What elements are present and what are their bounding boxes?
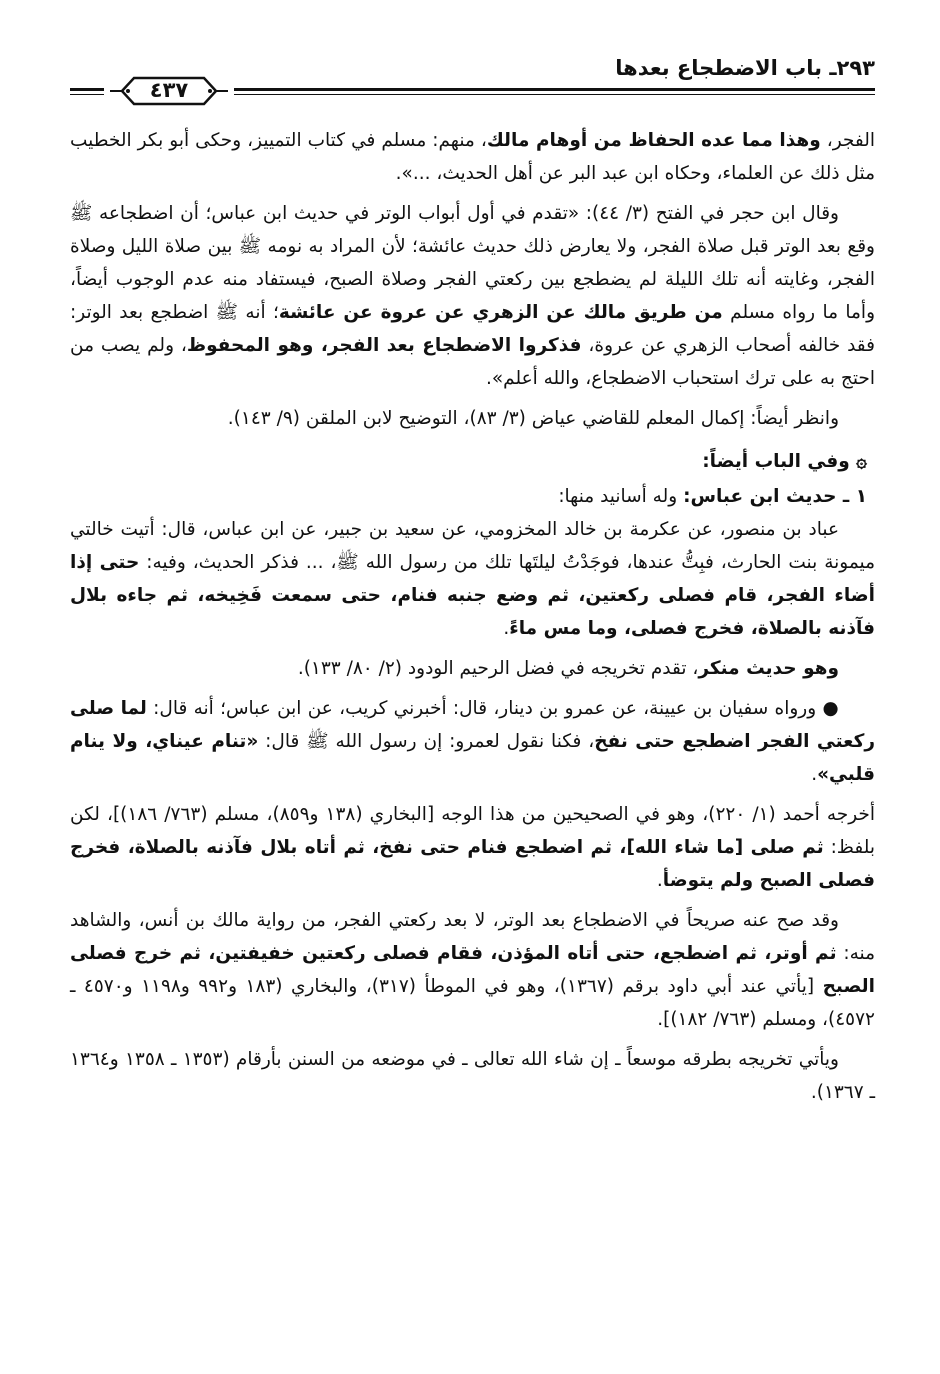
- bold-run: «تنام عيناي، ولا ينام قلبي»: [70, 731, 875, 785]
- item-heading: ١ ـ حديث ابن عباس:: [683, 486, 867, 507]
- text-run: أخرجه أحمد (١/ ٢٢٠)، وهو في الصحيحين من هذا الوجه [البخاري (١٣٨ و٨٥٩)، مسلم (٧٦٣/ ١٨٦)]، لكن بلفظ:: [70, 804, 875, 858]
- paragraph-4: [70, 513, 875, 645]
- text-run: .: [656, 870, 663, 891]
- page-number-frame: [104, 70, 234, 112]
- bold-run: ثم أوتر، ثم اضطجع، حتى أتاه المؤذن، فقام فصلى ركعتين خفيفتين، ثم خرج فصلى الصبح: [70, 943, 875, 997]
- text-run: .: [503, 618, 510, 639]
- text-run: وقال ابن حجر في الفتح (٣/ ٤٤): «تقدم في أول أبواب الوتر في حديث ابن عباس؛ أن اضطجاعه ﷺ وقع بعد الوتر قبل صلاة الفجر، ولا يعارض ذلك حديث عائشة؛ لأن المراد به نومه ﷺ بين صلاة الليل وصلاة الفجر، وغايته أنه تلك الليلة لم يضطجع بين ركعتي الفجر وصلاة الصبح، فيستفاد منه عدم الوجوب أيضاً، وأما ما رواه مسلم: [70, 203, 875, 323]
- paragraph-8: [70, 904, 875, 1036]
- text-run: وانظر أيضاً: إكمال المعلم للقاضي عياض (٣/ ٨٣)، التوضيح لابن الملقن (٩/ ١٤٣).: [227, 408, 839, 429]
- paragraph-3: [70, 402, 875, 435]
- chapter-title: ٢٩٣ـ باب الاضطجاع بعدها: [615, 56, 875, 80]
- text-run: ورواه سفيان بن عيينة، عن عمرو بن دينار، قال: أخبرني كريب، عن ابن عباس؛ أنه قال:: [146, 698, 823, 719]
- paragraph-6: [70, 692, 875, 791]
- text-run: [يأتي عند أبي داود برقم (١٣٦٧)، وهو في الموطأ (٣١٧)، والبخاري (١٨٣ و٩٩٢ و١١٩٨ و٤٥٧٠ ـ ٤٥٧٢)، ومسلم (٧٦٣/ ١٨٢)].: [70, 976, 875, 1030]
- bullet-icon: ●: [822, 698, 839, 719]
- paragraph-9: [70, 1043, 875, 1109]
- text-run: عباد بن منصور، عن عكرمة بن خالد المخزومي، عن سعيد بن جبير، عن ابن عباس، قال: أتيت خالتي ميمونة بنت الحارث، فبِتُّ عندها، فوجَدْتُ ليلتَها تلك من رسول الله ﷺ، ... فذكر الحديث، وفيه:: [70, 519, 876, 573]
- bold-run: لما صلى ركعتي الفجر اضطجع حتى نفخ: [70, 698, 876, 752]
- text-run: الفجر،: [820, 130, 876, 151]
- bold-run: وهو حديث منكر: [698, 658, 839, 679]
- section-mark-icon: ۞: [856, 451, 867, 472]
- bold-run: حتى إذا أضاء الفجر، قام فصلى ركعتين، ثم وضع جنبه فنام، حتى سمعت فَخِيخه، ثم جاءه بلال فآذنه بالصلاة، فخرج فصلى، وما مس ماءً: [70, 552, 875, 639]
- text-run: .: [811, 764, 818, 785]
- text-run: ؛ أنه ﷺ اضطجع بعد الوتر: فقد خالفه أصحاب الزهري عن عروة،: [70, 302, 875, 356]
- paragraph-2: [70, 197, 875, 395]
- text-run: ، ولم يصب من احتج به على ترك استحباب الاضطجاع، والله أعلم».: [70, 335, 875, 389]
- text-run: ، تقدم تخريجه في فضل الرحيم الودود (٢/ ٨٠/ ١٣٣).: [297, 658, 699, 679]
- text-run: ، فكنا نقول لعمرو: إن رسول الله ﷺ قال:: [258, 731, 595, 752]
- bold-run: من طريق مالك عن الزهري عن عروة عن عائشة: [278, 302, 723, 323]
- text-run: ، منهم: مسلم في كتاب التمييز، وحكى أبو بكر الخطيب مثل ذلك عن العلماء، وحكاه ابن عبد البر عن أهل الحديث، ...».: [70, 130, 875, 184]
- bold-run: وهذا مما عده الحفاظ من أوهام مالك: [486, 130, 821, 151]
- bold-run: ثم صلى [ما شاء الله]، ثم اضطجع فنام حتى نفخ، ثم أتاه بلال فآذنه بالصلاة، فخرج فصلى الصبح ولم يتوضأ: [70, 837, 875, 891]
- paragraph-1: [70, 124, 875, 190]
- text-run: ويأتي تخريجه بطرقه موسعاً ـ إن شاء الله تعالى ـ في موضعه من السنن بأرقام (١٣٥٣ ـ ١٣٥٨ و١٣٦٤ ـ ١٣٦٧).: [70, 1049, 875, 1103]
- paragraph-5: [70, 652, 875, 685]
- text-run: وله أسانيد منها:: [558, 486, 684, 507]
- text-run: وقد صح عنه صريحاً في الاضطجاع بعد الوتر، لا بعد ركعتي الفجر، من رواية مالك بن أنس، والشاهد منه:: [70, 910, 875, 964]
- paragraph-7: [70, 798, 875, 897]
- bold-run: فذكروا الاضطجاع بعد الفجر، وهو المحفوظ: [186, 335, 582, 356]
- page-number: ٤٣٧: [149, 78, 189, 102]
- page-body: [70, 124, 875, 1109]
- item-1-heading: [70, 480, 875, 513]
- section-heading: [70, 445, 875, 478]
- section-title: وفي الباب أيضاً:: [702, 451, 857, 472]
- page-header: [70, 50, 875, 110]
